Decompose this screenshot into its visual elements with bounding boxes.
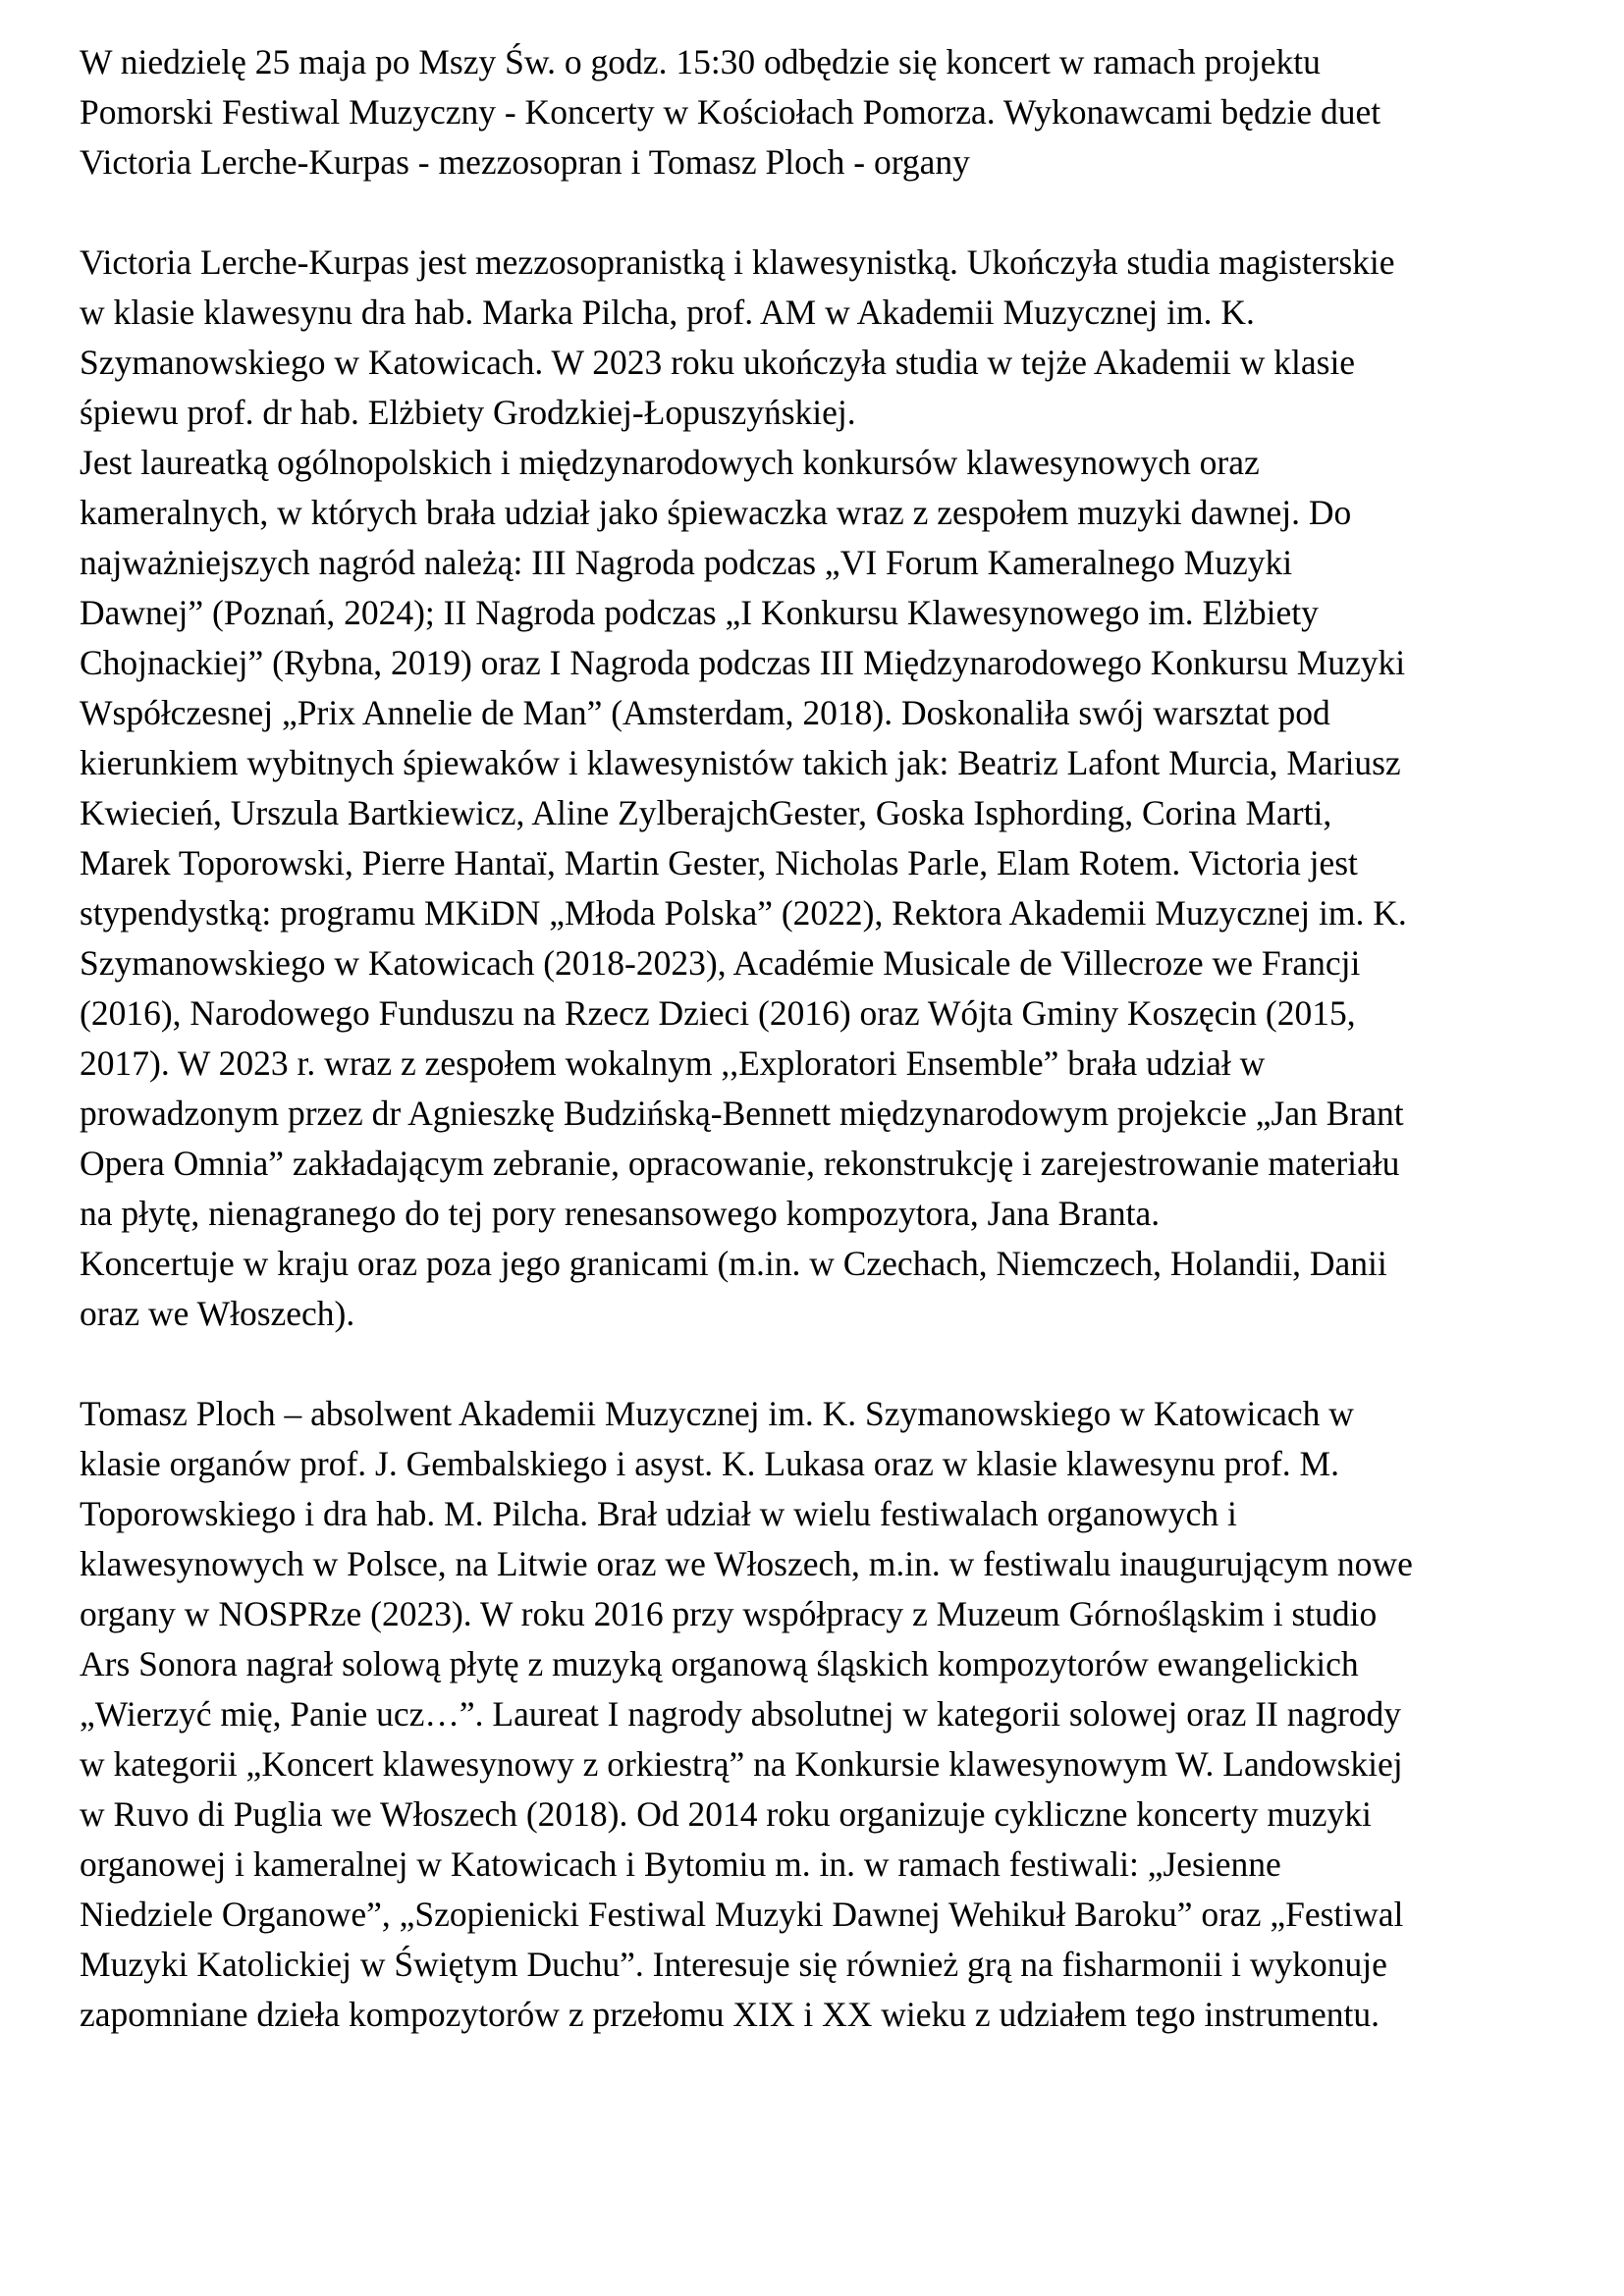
text-line: Kwiecień, Urszula Bartkiewicz, Aline ZylberajchGester, Goska Isphording, Corina Marti, [80,793,1332,832]
text-line: Victoria Lerche-Kurpas jest mezzosopranistką i klawesynistką. Ukończyła studia magisterskie [80,242,1395,282]
text-line: Szymanowskiego w Katowicach (2018-2023), Académie Musicale de Villecroze we Francji [80,943,1361,983]
announcement-paragraph [80,37,1565,187]
text-line: na płytę, nienagranego do tej pory renesansowego kompozytora, Jana Branta. [80,1194,1161,1233]
text-line: „Wierzyć mię, Panie ucz…”. Laureat I nagrody absolutnej w kategorii solowej oraz II nagrody [80,1694,1402,1734]
text-line: zapomniane dzieła kompozytorów z przełomu XIX i XX wieku z udziałem tego instrumentu. [80,1995,1380,2034]
text-line: Koncertuje w kraju oraz poza jego granicami (m.in. w Czechach, Niemczech, Holandii, Danii [80,1244,1387,1283]
text-line: Muzyki Katolickiej w Świętym Duchu”. Interesuje się również grą na fisharmonii i wykonuje [80,1945,1387,1984]
text-line: w klasie klawesynu dra hab. Marka Pilcha, prof. AM w Akademii Muzycznej im. K. [80,293,1255,332]
text-line: Pomorski Festiwal Muzyczny - Koncerty w Kościołach Pomorza. Wykonawcami będzie duet [80,92,1381,132]
text-line: stypendystką: programu MKiDN „Młoda Polska” (2022), Rektora Akademii Muzycznej im. K. [80,893,1407,933]
text-line: Opera Omnia” zakładającym zebranie, opracowanie, rekonstrukcję i zarejestrowanie materiału [80,1144,1400,1183]
text-line: 2017). W 2023 r. wraz z zespołem wokalnym ,,Exploratori Ensemble” brała udział w [80,1043,1266,1083]
text-line: organowej i kameralnej w Katowicach i Bytomiu m. in. w ramach festiwali: „Jesienne [80,1844,1281,1884]
text-line: najważniejszych nagród należą: III Nagroda podczas „VI Forum Kameralnego Muzyki [80,543,1293,582]
paragraph-spacer [80,1339,1565,1389]
text-line: Victoria Lerche-Kurpas - mezzosopran i Tomasz Ploch - organy [80,142,970,182]
text-line: organy w NOSPRze (2023). W roku 2016 przy współpracy z Muzeum Górnośląskim i studio [80,1594,1378,1633]
text-line: klasie organów prof. J. Gembalskiego i asyst. K. Lukasa oraz w klasie klawesynu prof. M. [80,1444,1339,1483]
text-line: w kategorii „Koncert klawesynowy z orkiestrą” na Konkursie klawesynowym W. Landowskiej [80,1744,1403,1784]
text-line: Toporowskiego i dra hab. M. Pilcha. Brał udział w wielu festiwalach organowych i [80,1494,1237,1533]
text-line: (2016), Narodowego Funduszu na Rzecz Dzieci (2016) oraz Wójta Gminy Koszęcin (2015, [80,993,1356,1033]
text-line: Marek Toporowski, Pierre Hantaï, Martin Gester, Nicholas Parle, Elam Rotem. Victoria jest [80,843,1358,882]
text-line: w Ruvo di Puglia we Włoszech (2018). Od 2014 roku organizuje cykliczne koncerty muzyki [80,1794,1372,1834]
text-line: śpiewu prof. dr hab. Elżbiety Grodzkiej-Łopuszyńskiej. [80,393,856,432]
text-line: W niedzielę 25 maja po Mszy Św. o godz. 15:30 odbędzie się koncert w ramach projektu [80,42,1321,81]
text-line: oraz we Włoszech). [80,1294,355,1333]
text-line: Współczesnej „Prix Annelie de Man” (Amsterdam, 2018). Doskonaliła swój warsztat pod [80,693,1330,732]
text-line: kierunkiem wybitnych śpiewaków i klawesynistów takich jak: Beatriz Lafont Murcia, Mariusz [80,743,1401,782]
text-line: Szymanowskiego w Katowicach. W 2023 roku ukończyła studia w tejże Akademii w klasie [80,343,1356,382]
text-line: Tomasz Ploch – absolwent Akademii Muzycznej im. K. Szymanowskiego w Katowicach w [80,1394,1354,1433]
text-line: klawesynowych w Polsce, na Litwie oraz we Włoszech, m.in. w festiwalu inaugurującym nowe [80,1544,1413,1583]
text-line: Niedziele Organowe”, „Szopienicki Festiwal Muzyki Dawnej Wehikuł Baroku” oraz „Festiwal [80,1895,1404,1934]
text-line: prowadzonym przez dr Agnieszkę Budzińską-Bennett międzynarodowym projekcie „Jan Brant [80,1094,1404,1133]
victoria-bio-paragraph [80,238,1565,1339]
text-line: Jest laureatką ogólnopolskich i międzynarodowych konkursów klawesynowych oraz [80,443,1260,482]
tomasz-bio-paragraph [80,1389,1565,2040]
text-line: Dawnej” (Poznań, 2024); II Nagroda podczas „I Konkursu Klawesynowego im. Elżbiety [80,593,1319,632]
paragraph-spacer [80,187,1565,238]
text-line: kameralnych, w których brała udział jako śpiewaczka wraz z zespołem muzyki dawnej. Do [80,493,1352,532]
text-line: Ars Sonora nagrał solową płytę z muzyką organową śląskich kompozytorów ewangelickich [80,1644,1359,1683]
text-line: Chojnackiej” (Rybna, 2019) oraz I Nagroda podczas III Międzynarodowego Konkursu Muzyki [80,643,1406,682]
